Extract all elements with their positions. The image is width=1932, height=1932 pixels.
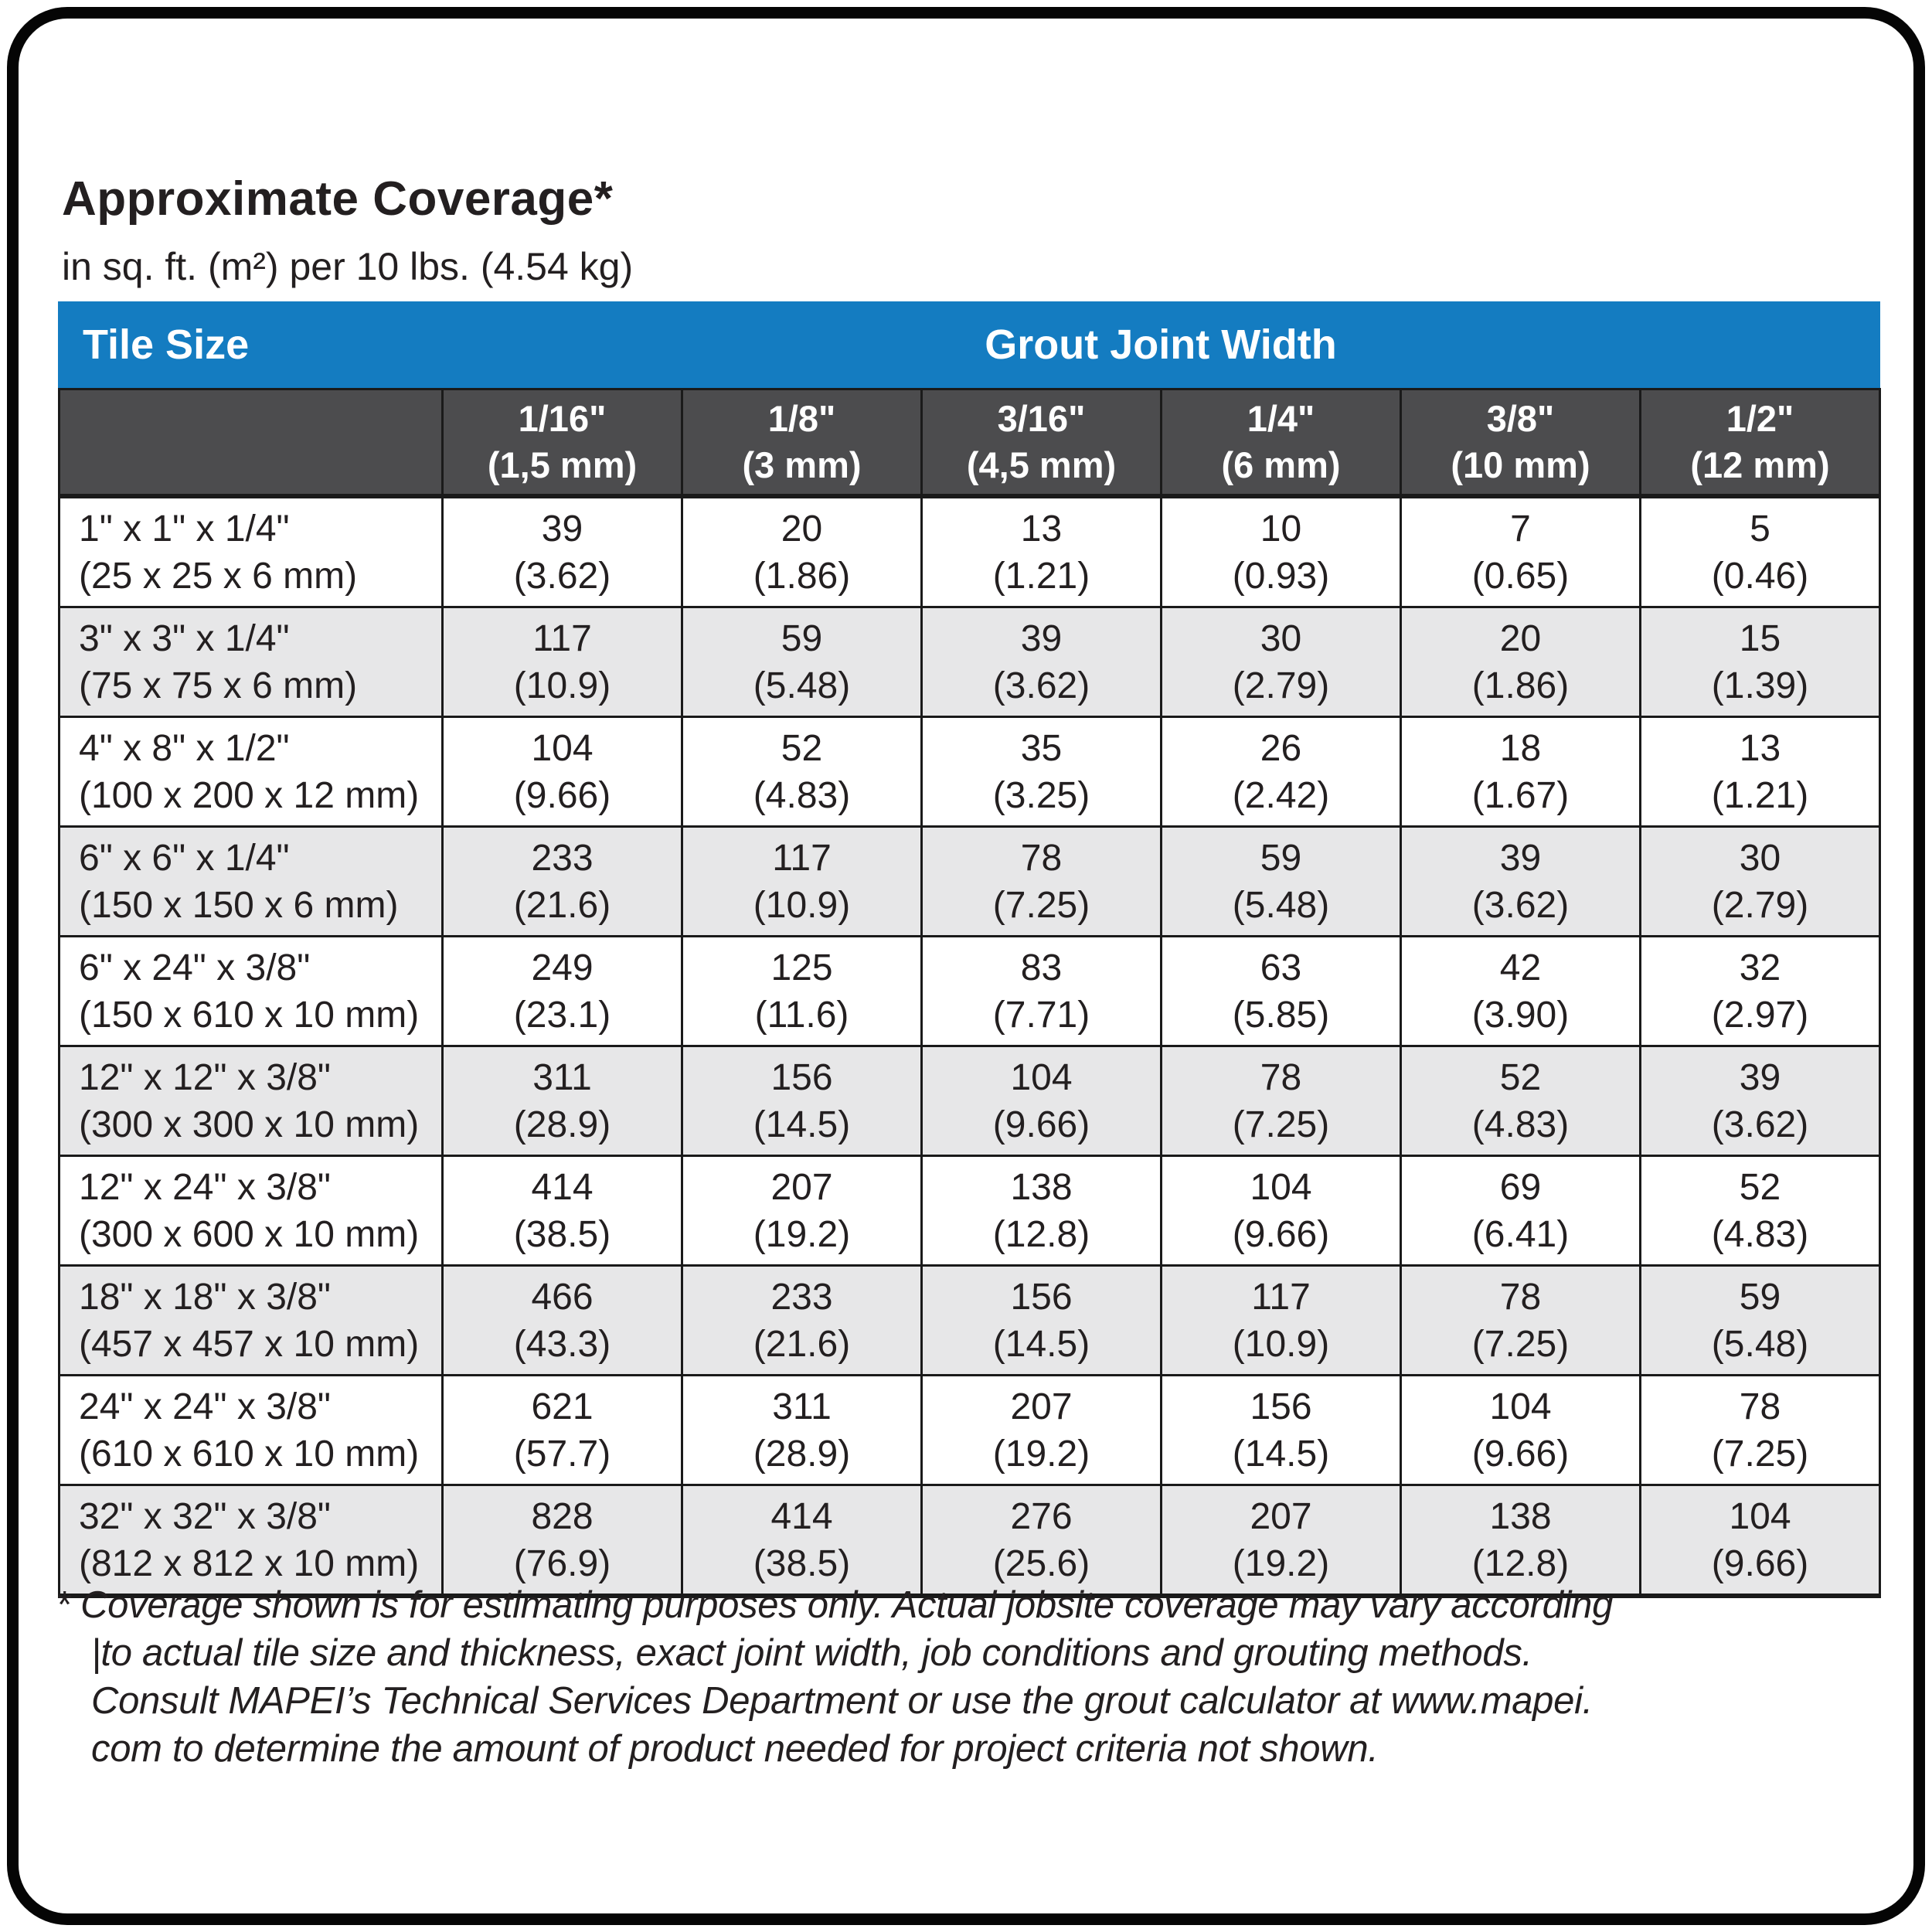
coverage-metric: (7.71) (992, 994, 1090, 1036)
tile-size-cell (60, 717, 443, 827)
coverage-value: 13 (1020, 508, 1063, 549)
coverage-metric: (4.83) (753, 774, 851, 816)
coverage-value: 35 (1020, 727, 1063, 769)
coverage-value: 39 (541, 508, 583, 549)
tile-size-inches: 12" x 12" x 3/8" (79, 1056, 331, 1098)
coverage-metric: (11.6) (754, 994, 849, 1036)
coverage-cell (1401, 1156, 1641, 1266)
coverage-value: 117 (1251, 1276, 1311, 1318)
coverage-cell (1401, 1485, 1641, 1597)
coverage-grid (58, 388, 1881, 1598)
tile-size-cell (60, 1376, 443, 1485)
coverage-cell (922, 937, 1162, 1046)
table-row (60, 1376, 1880, 1485)
joint-width-column-header (1401, 389, 1641, 497)
table-row (60, 496, 1880, 607)
footnote (56, 1581, 1910, 1773)
coverage-cell (1162, 937, 1401, 1046)
coverage-metric: (12.8) (1471, 1543, 1570, 1584)
tile-size-inches: 6" x 6" x 1/4" (79, 837, 290, 879)
coverage-value: 20 (781, 508, 823, 549)
coverage-value: 39 (1499, 837, 1542, 879)
coverage-metric: (9.66) (1232, 1213, 1330, 1255)
coverage-value: 30 (1260, 617, 1302, 659)
tile-size-cell (60, 937, 443, 1046)
coverage-metric: (3.62) (1711, 1104, 1809, 1145)
tile-size-cell (60, 496, 443, 607)
coverage-cell (443, 1266, 682, 1376)
tile-size-inches: 12" x 24" x 3/8" (79, 1166, 331, 1208)
coverage-table (58, 301, 1880, 1598)
coverage-value: 78 (1020, 837, 1063, 879)
coverage-cell (443, 496, 682, 607)
coverage-value: 7 (1510, 508, 1531, 549)
tile-size-inches: 32" x 32" x 3/8" (79, 1495, 331, 1537)
tile-size-metric: (457 x 457 x 10 mm) (79, 1323, 420, 1365)
coverage-metric: (43.3) (513, 1323, 611, 1365)
table-row (60, 1266, 1880, 1376)
joint-width-metric: (12 mm) (1690, 444, 1830, 485)
coverage-cell (1401, 717, 1641, 827)
coverage-metric: (7.25) (1711, 1433, 1809, 1475)
coverage-value: 32 (1739, 947, 1781, 988)
coverage-metric: (14.5) (992, 1323, 1090, 1365)
coverage-metric: (2.42) (1232, 774, 1330, 816)
coverage-value: 63 (1260, 947, 1302, 988)
tile-size-cell (60, 1485, 443, 1597)
coverage-cell (1641, 827, 1880, 937)
joint-width-column-header (443, 389, 682, 497)
coverage-metric: (9.66) (1471, 1433, 1570, 1475)
coverage-metric: (9.66) (992, 1104, 1090, 1145)
coverage-metric: (6.41) (1471, 1213, 1570, 1255)
coverage-value: 117 (772, 837, 832, 879)
coverage-value: 83 (1020, 947, 1063, 988)
footnote-line: Consult MAPEI’s Technical Services Department or use the grout calculator at www.mapei. (91, 1680, 1593, 1722)
coverage-value: 233 (531, 837, 594, 879)
footnote-line: * Coverage shown is for estimating purposes only. Actual jobsite coverage may vary according (56, 1584, 1614, 1626)
table-header-bar (58, 301, 1880, 388)
coverage-metric: (3.62) (1471, 884, 1570, 926)
coverage-value: 10 (1260, 508, 1302, 549)
table-row (60, 937, 1880, 1046)
coverage-metric: (1.86) (753, 555, 851, 597)
footnote-line: com to determine the amount of product needed for project criteria not shown. (91, 1728, 1379, 1770)
coverage-value: 18 (1499, 727, 1542, 769)
tile-size-metric: (300 x 300 x 10 mm) (79, 1104, 420, 1145)
coverage-metric: (2.97) (1711, 994, 1809, 1036)
coverage-value: 156 (770, 1056, 833, 1098)
coverage-value: 104 (1250, 1166, 1312, 1208)
coverage-value: 39 (1020, 617, 1063, 659)
coverage-metric: (0.93) (1232, 555, 1330, 597)
joint-width-inch: 3/8" (1486, 398, 1555, 439)
coverage-value: 207 (1010, 1386, 1073, 1427)
coverage-value: 207 (1250, 1495, 1312, 1537)
coverage-value: 52 (1499, 1056, 1542, 1098)
coverage-metric: (76.9) (513, 1543, 611, 1584)
coverage-cell (1641, 1046, 1880, 1156)
coverage-cell (922, 1046, 1162, 1156)
joint-width-column-header (682, 389, 922, 497)
coverage-metric: (1.39) (1711, 665, 1809, 706)
coverage-cell (443, 1046, 682, 1156)
coverage-metric: (21.6) (513, 884, 611, 926)
tile-size-inches: 4" x 8" x 1/2" (79, 727, 290, 769)
coverage-metric: (0.65) (1471, 555, 1570, 597)
coverage-value: 104 (1729, 1495, 1791, 1537)
coverage-metric: (2.79) (1711, 884, 1809, 926)
coverage-cell (682, 1046, 922, 1156)
coverage-cell (682, 717, 922, 827)
coverage-metric: (1.86) (1471, 665, 1570, 706)
coverage-value: 249 (531, 947, 594, 988)
coverage-value: 59 (781, 617, 823, 659)
coverage-cell (443, 607, 682, 717)
coverage-value: 311 (772, 1386, 832, 1427)
joint-width-inch: 3/16" (997, 398, 1086, 439)
coverage-cell (1162, 1376, 1401, 1485)
table-row (60, 827, 1880, 937)
coverage-value: 104 (1489, 1386, 1552, 1427)
coverage-value: 78 (1739, 1386, 1781, 1427)
coverage-value: 39 (1739, 1056, 1781, 1098)
coverage-metric: (5.85) (1232, 994, 1330, 1036)
table-row (60, 717, 1880, 827)
tile-size-metric: (75 x 75 x 6 mm) (79, 665, 358, 706)
coverage-metric: (12.8) (992, 1213, 1090, 1255)
coverage-cell (682, 937, 922, 1046)
coverage-metric: (38.5) (513, 1213, 611, 1255)
coverage-metric: (5.48) (1232, 884, 1330, 926)
coverage-cell (443, 1376, 682, 1485)
coverage-cell (682, 496, 922, 607)
coverage-metric: (19.2) (753, 1213, 851, 1255)
tile-size-cell (60, 1266, 443, 1376)
coverage-metric: (5.48) (1711, 1323, 1809, 1365)
joint-width-inch: 1/8" (767, 398, 836, 439)
table-row (60, 1156, 1880, 1266)
coverage-cell (1401, 496, 1641, 607)
joint-width-metric: (6 mm) (1221, 444, 1341, 485)
joint-width-column-header (1641, 389, 1880, 497)
coverage-cell (1641, 607, 1880, 717)
table-row (60, 607, 1880, 717)
tile-size-metric: (812 x 812 x 10 mm) (79, 1543, 420, 1584)
joint-width-column-header (922, 389, 1162, 497)
coverage-cell (443, 937, 682, 1046)
coverage-cell (1641, 937, 1880, 1046)
coverage-cell (1162, 607, 1401, 717)
joint-width-metric: (1,5 mm) (487, 444, 638, 485)
coverage-cell (922, 496, 1162, 607)
coverage-value: 104 (1010, 1056, 1073, 1098)
coverage-metric: (1.67) (1471, 774, 1570, 816)
joint-width-metric: (10 mm) (1451, 444, 1590, 485)
coverage-metric: (10.9) (513, 665, 611, 706)
coverage-metric: (4.83) (1471, 1104, 1570, 1145)
coverage-cell (1162, 1046, 1401, 1156)
coverage-cell (682, 1376, 922, 1485)
coverage-value: 30 (1739, 837, 1781, 879)
coverage-metric: (10.9) (1232, 1323, 1330, 1365)
coverage-value: 59 (1260, 837, 1302, 879)
coverage-cell (682, 1485, 922, 1597)
coverage-value: 125 (770, 947, 833, 988)
coverage-cell (922, 1266, 1162, 1376)
tile-size-inches: 6" x 24" x 3/8" (79, 947, 311, 988)
coverage-cell (922, 1485, 1162, 1597)
coverage-cell (922, 717, 1162, 827)
coverage-metric: (57.7) (513, 1433, 611, 1475)
tile-size-metric: (300 x 600 x 10 mm) (79, 1213, 420, 1255)
coverage-cell (443, 717, 682, 827)
tile-size-metric: (610 x 610 x 10 mm) (79, 1433, 420, 1475)
coverage-cell (1641, 1376, 1880, 1485)
joint-width-inch: 1/2" (1726, 398, 1794, 439)
coverage-cell (1162, 717, 1401, 827)
coverage-value: 311 (532, 1056, 592, 1098)
tile-size-metric: (25 x 25 x 6 mm) (79, 555, 358, 597)
coverage-value: 13 (1739, 727, 1781, 769)
coverage-value: 466 (531, 1276, 594, 1318)
coverage-value: 78 (1260, 1056, 1302, 1098)
coverage-metric: (28.9) (513, 1104, 611, 1145)
coverage-value: 52 (781, 727, 823, 769)
coverage-metric: (10.9) (753, 884, 851, 926)
coverage-value: 138 (1489, 1495, 1552, 1537)
tile-size-metric: (150 x 610 x 10 mm) (79, 994, 420, 1036)
coverage-value: 78 (1499, 1276, 1542, 1318)
tile-size-cell (60, 827, 443, 937)
tile-size-metric: (150 x 150 x 6 mm) (79, 884, 399, 926)
tile-size-cell (60, 607, 443, 717)
coverage-metric: (3.62) (513, 555, 611, 597)
coverage-value: 156 (1250, 1386, 1312, 1427)
coverage-value: 414 (531, 1166, 594, 1208)
coverage-metric: (3.62) (992, 665, 1090, 706)
tile-size-cell (60, 1156, 443, 1266)
coverage-cell (682, 827, 922, 937)
coverage-cell (682, 1266, 922, 1376)
coverage-value: 276 (1010, 1495, 1073, 1537)
tile-size-cell (60, 1046, 443, 1156)
coverage-cell (1641, 1485, 1880, 1597)
joint-width-inch: 1/16" (518, 398, 607, 439)
coverage-cell (1162, 496, 1401, 607)
coverage-metric: (4.83) (1711, 1213, 1809, 1255)
coverage-cell (1401, 827, 1641, 937)
coverage-value: 414 (770, 1495, 833, 1537)
grout-joint-width-header: Grout Joint Width (985, 321, 1337, 368)
coverage-value: 117 (532, 617, 592, 659)
coverage-cell (443, 1156, 682, 1266)
joint-width-metric: (4,5 mm) (966, 444, 1117, 485)
coverage-value: 69 (1499, 1166, 1542, 1208)
tile-size-metric: (100 x 200 x 12 mm) (79, 774, 420, 816)
coverage-metric: (9.66) (513, 774, 611, 816)
coverage-cell (443, 1485, 682, 1597)
coverage-cell (1401, 937, 1641, 1046)
coverage-metric: (19.2) (992, 1433, 1090, 1475)
coverage-metric: (38.5) (753, 1543, 851, 1584)
coverage-value: 207 (770, 1166, 833, 1208)
coverage-value: 52 (1739, 1166, 1781, 1208)
coverage-value: 138 (1010, 1166, 1073, 1208)
coverage-value: 26 (1260, 727, 1302, 769)
coverage-value: 104 (531, 727, 594, 769)
coverage-cell (1162, 1485, 1401, 1597)
coverage-metric: (9.66) (1711, 1543, 1809, 1584)
coverage-cell (1162, 827, 1401, 937)
coverage-metric: (23.1) (513, 994, 611, 1036)
coverage-metric: (0.46) (1711, 555, 1809, 597)
coverage-metric: (14.5) (753, 1104, 851, 1145)
coverage-metric: (14.5) (1232, 1433, 1330, 1475)
tile-size-inches: 1" x 1" x 1/4" (79, 508, 290, 549)
coverage-value: 621 (531, 1386, 594, 1427)
coverage-metric: (7.25) (1232, 1104, 1330, 1145)
tile-size-inches: 3" x 3" x 1/4" (79, 617, 290, 659)
coverage-cell (922, 607, 1162, 717)
coverage-value: 20 (1499, 617, 1542, 659)
coverage-value: 59 (1739, 1276, 1781, 1318)
coverage-metric: (5.48) (753, 665, 851, 706)
coverage-metric: (3.25) (992, 774, 1090, 816)
coverage-metric: (25.6) (992, 1543, 1090, 1584)
coverage-cell (1641, 1156, 1880, 1266)
tile-size-inches: 24" x 24" x 3/8" (79, 1386, 331, 1427)
coverage-value: 5 (1750, 508, 1770, 549)
coverage-cell (922, 1156, 1162, 1266)
joint-width-metric: (3 mm) (742, 444, 862, 485)
coverage-cell (1641, 496, 1880, 607)
coverage-cell (1401, 1266, 1641, 1376)
footnote-line: |to actual tile size and thickness, exact joint width, job conditions and grouting methods. (91, 1632, 1532, 1674)
coverage-cell (1401, 607, 1641, 717)
coverage-metric: (7.25) (1471, 1323, 1570, 1365)
joint-width-column-header (1162, 389, 1401, 497)
coverage-cell (922, 827, 1162, 937)
coverage-cell (1162, 1156, 1401, 1266)
coverage-metric: (28.9) (753, 1433, 851, 1475)
coverage-metric: (1.21) (992, 555, 1090, 597)
coverage-cell (682, 607, 922, 717)
coverage-metric: (19.2) (1232, 1543, 1330, 1584)
coverage-value: 15 (1739, 617, 1781, 659)
coverage-cell (1641, 1266, 1880, 1376)
coverage-metric: (2.79) (1232, 665, 1330, 706)
page-subtitle: in sq. ft. (m²) per 10 lbs. (4.54 kg) (62, 245, 634, 288)
table-row (60, 1046, 1880, 1156)
table-row (60, 1485, 1880, 1597)
coverage-cell (1401, 1046, 1641, 1156)
coverage-metric: (1.21) (1711, 774, 1809, 816)
joint-width-inch: 1/4" (1247, 398, 1315, 439)
coverage-metric: (7.25) (992, 884, 1090, 926)
coverage-cell (682, 1156, 922, 1266)
corner-cell (60, 389, 443, 497)
coverage-metric: (21.6) (753, 1323, 851, 1365)
coverage-metric: (3.90) (1471, 994, 1570, 1036)
joint-width-header-row (60, 389, 1880, 497)
tile-size-header: Tile Size (83, 321, 250, 368)
coverage-value: 42 (1499, 947, 1542, 988)
coverage-cell (1641, 717, 1880, 827)
tile-size-inches: 18" x 18" x 3/8" (79, 1276, 331, 1318)
coverage-cell (443, 827, 682, 937)
coverage-cell (1162, 1266, 1401, 1376)
coverage-value: 828 (531, 1495, 594, 1537)
page-title: Approximate Coverage* (62, 172, 614, 226)
coverage-cell (922, 1376, 1162, 1485)
coverage-value: 233 (770, 1276, 833, 1318)
coverage-value: 156 (1010, 1276, 1073, 1318)
coverage-cell (1401, 1376, 1641, 1485)
